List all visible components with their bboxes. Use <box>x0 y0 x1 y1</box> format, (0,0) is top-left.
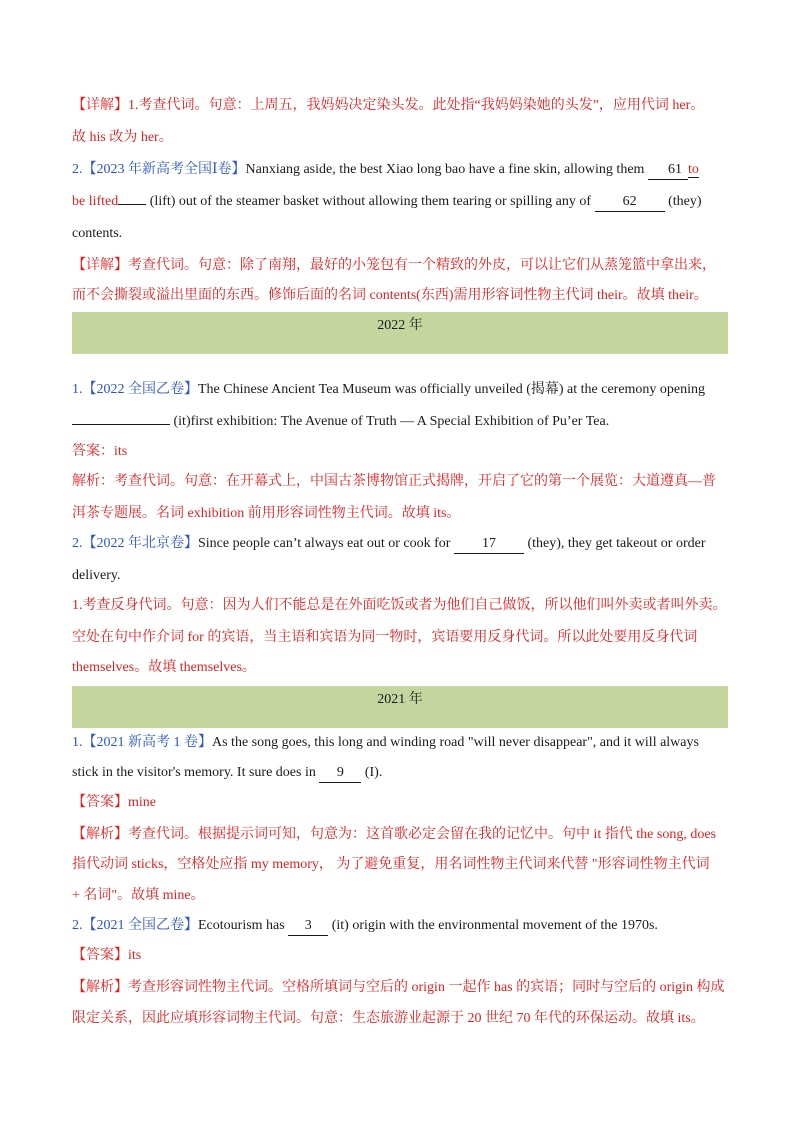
question-number: 2. <box>72 918 83 933</box>
answer-blank <box>454 536 524 554</box>
question-text: delivery. <box>72 568 121 583</box>
answer-blank <box>595 194 665 212</box>
analysis-line: 【解析】考查形容词性物主代词。空格所填词与空后的 origin 一起作 has 的宾语；同时与空后的 origin 构成 <box>72 980 725 995</box>
blank-number: 3 <box>304 918 312 933</box>
analysis-line: 解析：考查代词。句意：在开幕式上，中国古茶博物馆正式揭牌，开启了它的第一个展览：大道遵真—普 <box>72 474 716 489</box>
question-number: 2. <box>72 536 83 551</box>
question-2022-1-cont <box>72 412 609 432</box>
question-number: 1. <box>72 735 83 750</box>
question-number: 2. <box>72 162 83 177</box>
question-text: (they) <box>664 194 702 209</box>
filled-answer: to <box>687 162 699 177</box>
analysis-line: + 名词"。故填 mine。 <box>72 888 205 903</box>
question-text: Ecotourism has <box>198 918 289 933</box>
analysis-line: 【解析】考查代词。根据提示词可知，句意为：这首歌必定会留在我的记忆中。句中 it 指代 the song, does <box>72 827 716 842</box>
question-2021-2 <box>72 916 658 936</box>
answer-blank <box>118 203 146 205</box>
question-2021-1 <box>72 733 699 753</box>
question-2021-1-cont <box>72 763 382 783</box>
analysis-line: 空处在句中作介词 for 的宾语，当主语和宾语为同一物时，宾语要用反身代词。所以此处要用反身代词 <box>72 630 698 645</box>
question-text: (I). <box>361 765 383 780</box>
source-tag: 【2021 新高考 1 卷】 <box>82 735 212 750</box>
analysis-line: 指代动词 sticks，空格处应指 my memory， 为了避免重复，用名词性物主代词来代替 "形容词性物主代词 <box>72 857 710 872</box>
year-banner-2021: 2021 年 <box>72 686 728 728</box>
question-text: (they), they get takeout or order <box>523 536 706 551</box>
filled-answer: be lifted <box>72 194 119 209</box>
question-text: contents. <box>72 226 123 241</box>
analysis-line: 1.考查反身代词。句意：因为人们不能总是在外面吃饭或者为他们自己做饭，所以他们叫外卖或者叫外卖。 <box>72 598 727 613</box>
explanation-line: 而不会撕裂或溢出里面的东西。修饰后面的名词 contents(东西)需用形容词性物主代词 their。故填 their。 <box>72 288 708 303</box>
answer-line: 【答案】mine <box>72 795 156 810</box>
analysis-line: 限定关系，因此应填形容词物主代词。句意：生态旅游业起源于 20 世纪 70 年代的环保运动。故填 its。 <box>72 1011 705 1026</box>
answer-blank <box>288 918 328 936</box>
source-tag: 【2022 全国乙卷】 <box>82 382 198 397</box>
answer-line: 答案：its <box>72 444 128 459</box>
question-text: Since people can’t always eat out or cook for <box>198 536 454 551</box>
answer-blank <box>319 765 361 783</box>
explanation-line: 【详解】1.考查代词。句意：上周五，我妈妈决定染头发。此处指“我妈妈染她的头发”，应用代词 her。 <box>72 98 705 113</box>
blank-number: 62 <box>622 194 637 209</box>
question-2022-2 <box>72 534 705 554</box>
answer-blank <box>72 423 170 425</box>
question-2022-1 <box>72 380 705 400</box>
source-tag: 【2022 年北京卷】 <box>82 536 198 551</box>
analysis-line: themselves。故填 themselves。 <box>72 660 256 675</box>
question-text: (lift) out of the steamer basket without allowing them tearing or spilling any of <box>146 194 595 209</box>
blank-number: 9 <box>336 765 344 780</box>
question-text: (it) origin with the environmental movement of the 1970s. <box>328 918 658 933</box>
explanation-line: 【详解】考查代词。句意：除了南翔，最好的小笼包有一个精致的外皮，可以让它们从蒸笼篮中拿出来， <box>72 258 716 273</box>
answer-line: 【答案】its <box>72 948 142 963</box>
question-text: Nanxiang aside, the best Xiao long bao have a fine skin, allowing them <box>245 162 648 177</box>
source-tag: 【2023 年新高考全国Ⅰ卷】 <box>82 162 246 177</box>
question-number: 1. <box>72 382 83 397</box>
source-tag: 【2021 全国乙卷】 <box>82 918 198 933</box>
question-2023-2-cont <box>72 192 702 212</box>
question-2023-2 <box>72 160 699 180</box>
question-text: (it)first exhibition: The Avenue of Truth — A Special Exhibition of Pu’er Tea. <box>170 414 610 429</box>
explanation-line: 故 his 改为 her。 <box>72 130 173 145</box>
answer-blank <box>648 162 688 180</box>
analysis-line: 洱茶专题展。名词 exhibition 前用形容词性物主代词。故填 its。 <box>72 506 461 521</box>
blank-number: 61 <box>667 162 682 177</box>
question-text: stick in the visitor's memory. It sure does in <box>72 765 320 780</box>
question-text: As the song goes, this long and winding road "will never disappear", and it will always <box>212 735 699 750</box>
year-banner-2022: 2022 年 <box>72 312 728 354</box>
blank-number: 17 <box>481 536 496 551</box>
question-text: The Chinese Ancient Tea Museum was officially unveiled (揭幕) at the ceremony opening <box>198 382 706 397</box>
